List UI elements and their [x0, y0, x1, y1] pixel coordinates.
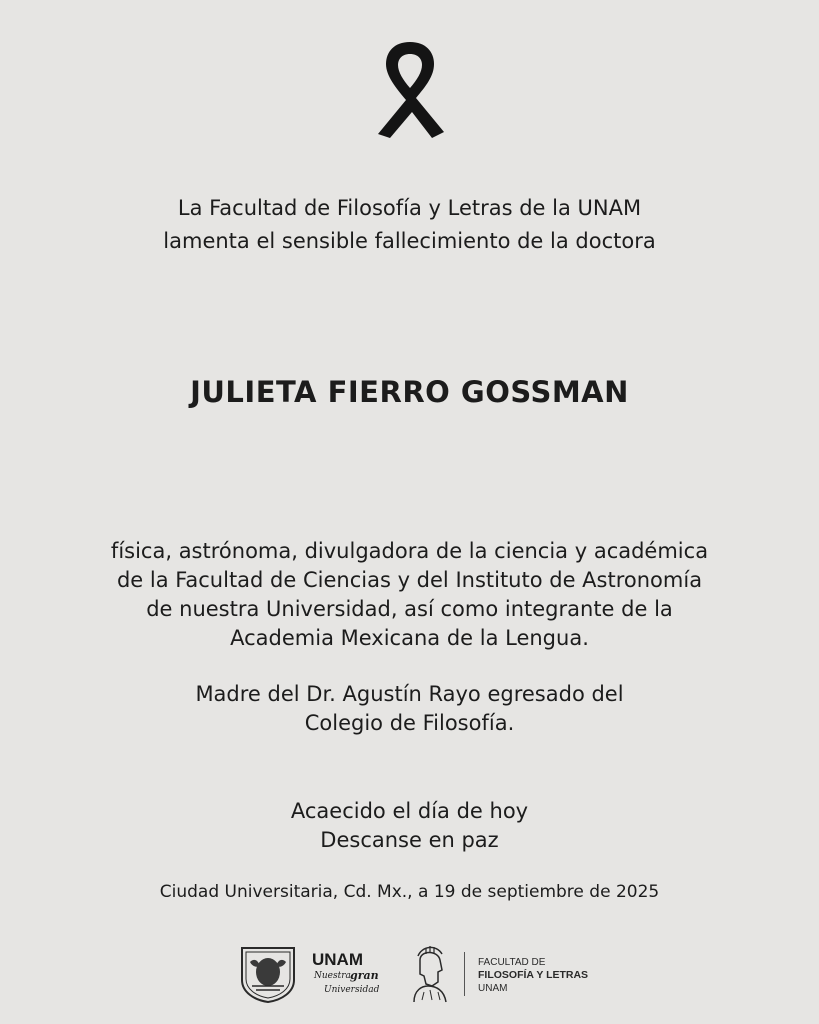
bio-line: Academia Mexicana de la Lengua.: [230, 626, 589, 650]
family-note: [0, 680, 819, 738]
unam-slogan-1: Nuestra: [314, 971, 351, 981]
bio-line: de nuestra Universidad, así como integrante de la: [146, 597, 673, 621]
mourning-ribbon-icon: [372, 38, 448, 142]
faculty-line-1: FACULTAD DE: [478, 957, 546, 968]
bio-line: de la Facultad de Ciencias y del Instituto de Astronomía: [116, 568, 703, 592]
faculty-line-3: UNAM: [478, 983, 508, 994]
family-line: Madre del Dr. Agustín Rayo egresado del: [195, 682, 624, 706]
place-and-date: Ciudad Universitaria, Cd. Mx., a 19 de septiembre de 2025: [159, 882, 660, 902]
announcement-intro: [0, 192, 819, 258]
intro-line: La Facultad de Filosofía y Letras de la UNAM: [177, 196, 642, 220]
deceased-name: JULIETA FIERRO GOSSMAN: [190, 375, 629, 409]
family-line: Colegio de Filosofía.: [304, 711, 515, 735]
biography: [0, 537, 819, 653]
unam-seal-icon: [238, 942, 298, 1004]
closing-line: Acaecido el día de hoy: [290, 799, 529, 823]
unam-logo: [310, 948, 382, 998]
intro-line: lamenta el sensible fallecimiento de la doctora: [163, 229, 656, 253]
faculty-name: [478, 956, 588, 995]
logo-divider: [464, 952, 465, 996]
unam-slogan-2: gran: [350, 969, 379, 982]
ffyl-emblem-icon: [404, 942, 454, 1004]
closing-line: Descanse en paz: [320, 828, 499, 852]
footer-logos: [0, 938, 819, 1008]
closing-note: [0, 797, 819, 855]
bio-line: física, astrónoma, divulgadora de la ciencia y académica: [110, 539, 709, 563]
unam-slogan-3: Universidad: [324, 985, 380, 995]
faculty-line-2: FILOSOFÍA Y LETRAS: [478, 969, 589, 981]
unam-wordmark: UNAM: [312, 950, 363, 969]
